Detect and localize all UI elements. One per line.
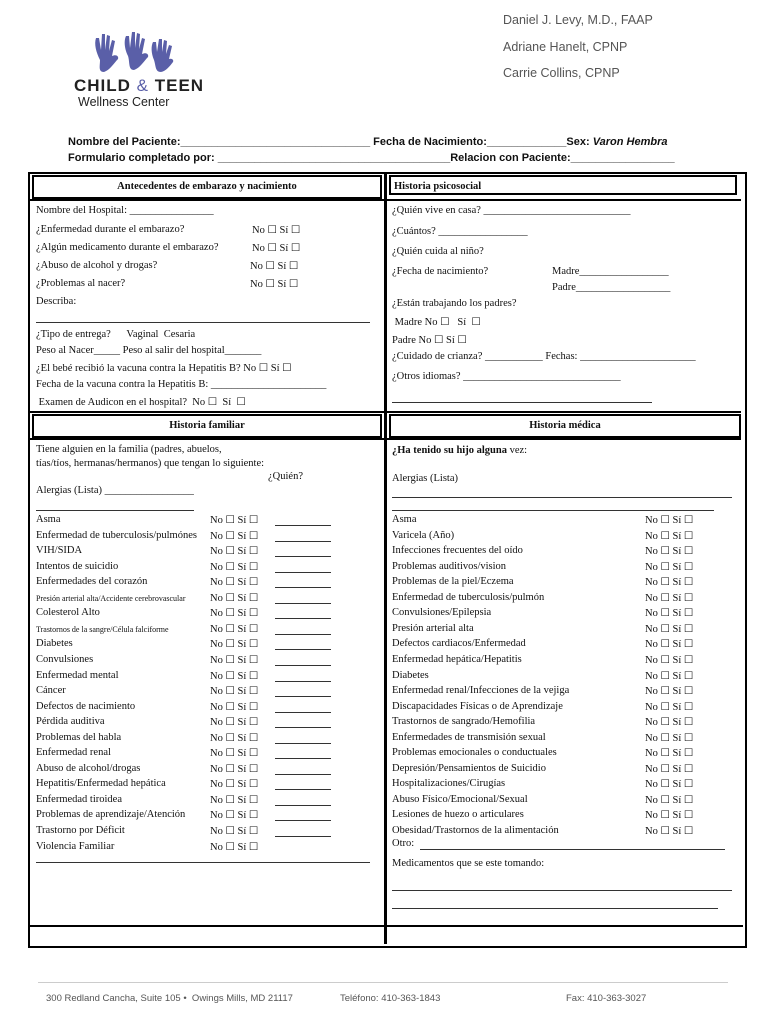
medical-item-label: Varicela (Año) xyxy=(392,529,455,541)
family-item-label: Defectos de nacimiento xyxy=(36,700,136,712)
medical-item-label: Enfermedad hepática/Hepatitis xyxy=(392,653,522,665)
mother-dob[interactable]: Madre_________________ xyxy=(552,266,669,277)
substance-abuse-q: ¿Abuso de alcohol y drogas? xyxy=(36,260,158,271)
medical-item-yesno[interactable]: No ☐ Sí ☐ xyxy=(645,717,694,729)
staff-name-1: Daniel J. Levy, M.D., FAAP xyxy=(503,13,653,27)
patient-name-label: Nombre del Paciente:_______________________________ Fecha de Nacimiento:_____________Sex: xyxy=(68,136,593,148)
family-allergies[interactable]: Alergias (Lista) _________________ xyxy=(36,485,194,496)
describe-line[interactable] xyxy=(36,322,370,323)
family-item-who-line[interactable] xyxy=(275,618,331,619)
footer-rule xyxy=(38,982,728,983)
medical-other-line[interactable] xyxy=(420,849,725,850)
family-item-label: Trastorno por Déficit xyxy=(36,825,125,836)
illness-pregnancy-yesno[interactable]: No ☐ Sí ☐ xyxy=(252,225,301,236)
medical-item-label: Defectos cardiacos/Enfermedad xyxy=(392,638,526,650)
family-item-label: Enfermedad de tuberculosis/pulmónes xyxy=(36,529,197,541)
other-languages[interactable]: ¿Otros idiomas? ______________________________ xyxy=(392,371,621,382)
family-item-label: Convulsiones xyxy=(36,653,94,665)
family-item-label: Abuso de alcohol/drogas xyxy=(36,762,141,774)
medication-pregnancy-q: ¿Algún medicamento durante el embarazo? xyxy=(36,242,219,253)
father-dob[interactable]: Padre__________________ xyxy=(552,282,671,293)
hepb-vaccine[interactable]: ¿El bebé recibió la vacuna contra la Hepatitis B? No ☐ Sí ☐ xyxy=(36,363,292,374)
medical-item-label: Enfermedad renal/Infecciones de la vejiga xyxy=(392,685,570,697)
family-item-yesno[interactable]: No ☐ Sí ☐ xyxy=(210,748,259,760)
medical-item-yesno[interactable]: No ☐ Sí ☐ xyxy=(645,592,694,604)
family-item-who-line[interactable] xyxy=(275,649,331,650)
family-item-yesno[interactable]: No ☐ Sí ☐ xyxy=(210,701,259,713)
logo xyxy=(70,30,205,115)
family-item-label: VIH/SIDA xyxy=(36,545,83,557)
section-psychosocial: Historia psicosocial xyxy=(389,175,737,195)
staff-name-2: Adriane Hanelt, CPNP xyxy=(503,40,628,54)
family-item-label: Presión arterial alta/Accidente cerebrovascular xyxy=(36,593,186,603)
column-divider xyxy=(384,172,387,944)
medical-item-yesno[interactable]: No ☐ Sí ☐ xyxy=(645,763,694,775)
family-item-who-line[interactable] xyxy=(275,836,331,837)
logo-subtitle: Wellness Center xyxy=(78,95,170,109)
medical-allergies-line-1[interactable] xyxy=(392,497,732,498)
section-divider-mid xyxy=(30,411,741,413)
medical-item-yesno[interactable]: No ☐ Sí ☐ xyxy=(645,608,694,620)
medications-label: Medicamentos que se este tomando: xyxy=(392,858,545,869)
family-item-who-line[interactable] xyxy=(275,681,331,682)
medical-item-label: Diabetes xyxy=(392,669,429,681)
logo-name: CHILD & TEEN xyxy=(74,76,205,95)
family-item-yesno[interactable]: No ☐ Sí ☐ xyxy=(210,530,259,542)
family-item-yesno[interactable]: No ☐ Sí ☐ xyxy=(210,608,259,620)
mother-working[interactable]: Madre No ☐ Sí ☐ xyxy=(392,317,481,328)
medical-item-label: Obesidad/Trastornos de la alimentación xyxy=(392,825,559,836)
family-item-who-line[interactable] xyxy=(275,805,331,806)
hospital-name-field[interactable]: Nombre del Hospital: ________________ xyxy=(36,205,214,216)
family-item-who-line[interactable] xyxy=(275,603,331,604)
family-item-label: Intentos de suicidio xyxy=(36,560,119,572)
section-medical: Historia médica xyxy=(389,414,741,438)
family-item-label: Enfermedad tiroidea xyxy=(36,793,122,805)
medical-item-yesno[interactable]: No ☐ Sí ☐ xyxy=(645,826,694,837)
medical-item-label: Trastornos de sangrado/Hemofilia xyxy=(392,716,536,728)
medication-pregnancy-yesno[interactable]: No ☐ Sí ☐ xyxy=(252,243,301,254)
medical-item-label: Convulsiones/Epilepsia xyxy=(392,607,492,619)
medical-item-yesno[interactable]: No ☐ Sí ☐ xyxy=(645,577,694,589)
section-family: Historia familiar xyxy=(32,414,382,438)
footer-address: 300 Redland Cancha, Suite 105 • Owings Mills, MD 21117 xyxy=(46,993,293,1004)
medical-item-label: Problemas emocionales o conductuales xyxy=(392,747,557,759)
family-who-header: ¿Quién? xyxy=(268,471,303,482)
family-item-who-line[interactable] xyxy=(275,541,331,542)
medications-line-2[interactable] xyxy=(392,908,718,909)
how-many[interactable]: ¿Cuántos? _________________ xyxy=(392,226,528,237)
medical-item-yesno[interactable]: No ☐ Sí ☐ xyxy=(645,515,694,526)
family-item-yesno[interactable]: No ☐ Sí ☐ xyxy=(210,686,259,698)
family-intro-2: tías/tíos, hermanas/hermanos) que tengan lo siguiente: xyxy=(36,458,265,469)
family-item-yesno[interactable]: No ☐ Sí ☐ xyxy=(210,592,259,604)
illness-pregnancy-q: ¿Enfermedad durante el embarazo? xyxy=(36,224,185,235)
family-item-yesno[interactable]: No ☐ Sí ☐ xyxy=(210,561,259,573)
medical-item-yesno[interactable]: No ☐ Sí ☐ xyxy=(645,686,694,698)
medical-item-yesno[interactable]: No ☐ Sí ☐ xyxy=(645,732,694,744)
family-item-who-line[interactable] xyxy=(275,789,331,790)
family-item-yesno[interactable]: No ☐ Sí ☐ xyxy=(210,810,259,822)
family-item-yesno[interactable]: No ☐ Sí ☐ xyxy=(210,546,259,558)
father-working[interactable]: Padre No ☐ Sí ☐ xyxy=(392,335,467,346)
family-item-yesno[interactable]: No ☐ Sí ☐ xyxy=(210,763,259,775)
medical-item-yesno[interactable]: No ☐ Sí ☐ xyxy=(645,779,694,791)
who-cares-child: ¿Quién cuida al niño? xyxy=(392,246,484,257)
family-intro-1: Tiene alguien en la familia (padres, abuelos, xyxy=(36,444,222,455)
medical-question-bold: ¿Ha tenido su hijo alguna xyxy=(392,445,507,456)
substance-abuse-yesno[interactable]: No ☐ Sí ☐ xyxy=(250,261,299,272)
hands-logo-icon xyxy=(88,30,178,80)
family-item-who-line[interactable] xyxy=(275,727,331,728)
medications-line-1[interactable] xyxy=(392,890,732,891)
family-item-label: Enfermedad renal xyxy=(36,747,111,759)
completed-by-line[interactable]: Formulario completado por: ______________________________________Relacion con Paciente:_________________ xyxy=(68,152,675,164)
family-item-label: Trastornos de la sangre/Célula falciforme xyxy=(36,624,169,634)
family-item-who-line[interactable] xyxy=(275,572,331,573)
medical-item-label: Depresión/Pensamientos de Suicidio xyxy=(392,762,546,774)
family-item-label: Violencia Familiar xyxy=(36,840,115,852)
birth-problems-q: ¿Problemas al nacer? xyxy=(36,278,126,289)
family-item-label: Enfermedad mental xyxy=(36,669,119,681)
section-divider-top xyxy=(30,199,741,201)
medical-item-label: Enfermedades de transmisión sexual xyxy=(392,731,546,743)
family-end-line[interactable] xyxy=(36,862,370,863)
family-item-who-line[interactable] xyxy=(275,758,331,759)
family-item-yesno[interactable]: No ☐ Sí ☐ xyxy=(210,826,259,837)
medical-item-yesno[interactable]: No ☐ Sí ☐ xyxy=(645,639,694,651)
psych-blank-line[interactable] xyxy=(392,402,652,403)
medical-item-label: Lesiones de huezo o articulares xyxy=(392,809,524,821)
staff-name-3: Carrie Collins, CPNP xyxy=(503,66,620,80)
medical-item-yesno[interactable]: No ☐ Sí ☐ xyxy=(645,530,694,542)
family-item-yesno[interactable]: No ☐ Sí ☐ xyxy=(210,515,259,526)
medical-item-yesno[interactable]: No ☐ Sí ☐ xyxy=(645,794,694,806)
medical-item-yesno[interactable]: No ☐ Sí ☐ xyxy=(645,810,694,822)
family-item-yesno[interactable]: No ☐ Sí ☐ xyxy=(210,779,259,791)
birth-problems-yesno[interactable]: No ☐ Sí ☐ xyxy=(250,279,299,290)
family-item-who-line[interactable] xyxy=(275,743,331,744)
birth-date-q: ¿Fecha de nacimiento? xyxy=(392,266,489,277)
family-item-yesno[interactable]: No ☐ Sí ☐ xyxy=(210,717,259,729)
sex-options[interactable]: Varon Hembra xyxy=(592,136,668,148)
medical-item-yesno[interactable]: No ☐ Sí ☐ xyxy=(645,654,694,666)
family-item-label: Colesterol Alto xyxy=(36,607,100,619)
logo-ampersand: & xyxy=(136,76,150,95)
footer-fax: Fax: 410-363-3027 xyxy=(566,993,647,1004)
family-item-yesno[interactable]: No ☐ Sí ☐ xyxy=(210,654,259,666)
medical-item-yesno[interactable]: No ☐ Sí ☐ xyxy=(645,561,694,573)
family-item-label: Asma xyxy=(36,514,61,525)
birth-weight[interactable]: Peso al Nacer_____ Peso al salir del hospital_______ xyxy=(36,345,262,356)
medical-item-yesno[interactable]: No ☐ Sí ☐ xyxy=(645,701,694,713)
hepb-date[interactable]: Fecha de la vacuna contra la Hepatitis B: ______________________ xyxy=(36,379,327,390)
family-item-who-line[interactable] xyxy=(275,820,331,821)
foster-care[interactable]: ¿Cuidado de crianza? ___________ Fechas: ______________________ xyxy=(392,351,696,362)
section-pregnancy: Antecedentes de embarazo y nacimiento xyxy=(32,175,382,199)
medical-item-label: Asma xyxy=(392,514,417,525)
who-lives-home[interactable]: ¿Quién vive en casa? ____________________________ xyxy=(392,205,631,216)
family-item-yesno[interactable]: No ☐ Sí ☐ xyxy=(210,577,259,589)
family-item-who-line[interactable] xyxy=(275,634,331,635)
medical-item-label: Problemas auditivos/vision xyxy=(392,560,507,572)
family-item-who-line[interactable] xyxy=(275,712,331,713)
family-item-yesno[interactable]: No ☐ Sí ☐ xyxy=(210,639,259,651)
medical-item-label: Abuso Físico/Emocional/Sexual xyxy=(392,793,528,805)
family-item-who-line[interactable] xyxy=(275,525,331,526)
medical-item-yesno[interactable]: No ☐ Sí ☐ xyxy=(645,748,694,760)
family-item-label: Diabetes xyxy=(36,638,73,650)
delivery-type[interactable]: ¿Tipo de entrega? Vaginal Cesaria xyxy=(36,329,196,340)
family-item-label: Problemas de aprendizaje/Atención xyxy=(36,809,186,821)
hearing-exam[interactable]: Examen de Audicon en el hospital? No ☐ Sí ☐ xyxy=(36,397,246,408)
medical-allergies: Alergias (Lista) xyxy=(392,473,458,484)
parents-working-q: ¿Están trabajando los padres? xyxy=(392,298,517,309)
family-item-who-line[interactable] xyxy=(275,587,331,588)
family-item-label: Cáncer xyxy=(36,685,66,697)
medical-item-label: Problemas de la piel/Eczema xyxy=(392,576,514,588)
family-item-yesno[interactable]: No ☐ Sí ☐ xyxy=(210,670,259,682)
describe-label: Describa: xyxy=(36,296,77,307)
medical-item-yesno[interactable]: No ☐ Sí ☐ xyxy=(645,546,694,558)
family-item-label: Hepatitis/Enfermedad hepática xyxy=(36,778,166,790)
family-item-who-line[interactable] xyxy=(275,665,331,666)
family-item-yesno[interactable]: No ☐ Sí ☐ xyxy=(210,794,259,806)
medical-question-rest: vez: xyxy=(506,445,528,456)
medical-allergies-line-2[interactable] xyxy=(392,510,714,511)
family-item-yesno[interactable]: No ☐ Sí ☐ xyxy=(210,841,259,853)
medical-item-label: Hospitalizaciones/Cirugías xyxy=(392,778,506,790)
medical-item-yesno[interactable]: No ☐ Sí ☐ xyxy=(645,670,694,682)
medical-question xyxy=(392,445,527,456)
family-item-who-line[interactable] xyxy=(275,774,331,775)
family-item-yesno[interactable]: No ☐ Sí ☐ xyxy=(210,732,259,744)
medical-other: Otro: xyxy=(392,838,415,849)
family-allergies-line[interactable] xyxy=(36,510,194,511)
section-divider-mid2 xyxy=(30,438,741,440)
family-item-yesno[interactable]: No ☐ Sí ☐ xyxy=(210,623,259,635)
medical-item-label: Enfermedad de tuberculosis/pulmón xyxy=(392,591,545,603)
footer-phone: Teléfono: 410-363-1843 xyxy=(340,993,441,1004)
medical-item-label: Infecciones frecuentes del oído xyxy=(392,545,523,557)
family-item-who-line[interactable] xyxy=(275,696,331,697)
patient-name-line[interactable] xyxy=(68,136,668,148)
family-item-label: Problemas del habla xyxy=(36,731,122,743)
medical-item-yesno[interactable]: No ☐ Sí ☐ xyxy=(645,623,694,635)
family-item-who-line[interactable] xyxy=(275,556,331,557)
medical-item-label: Discapacidades Físicas o de Aprendizaje xyxy=(392,700,563,712)
family-item-label: Pérdida auditiva xyxy=(36,716,105,728)
medical-item-label: Presión arterial alta xyxy=(392,622,474,634)
family-item-label: Enfermedades del corazón xyxy=(36,576,148,588)
